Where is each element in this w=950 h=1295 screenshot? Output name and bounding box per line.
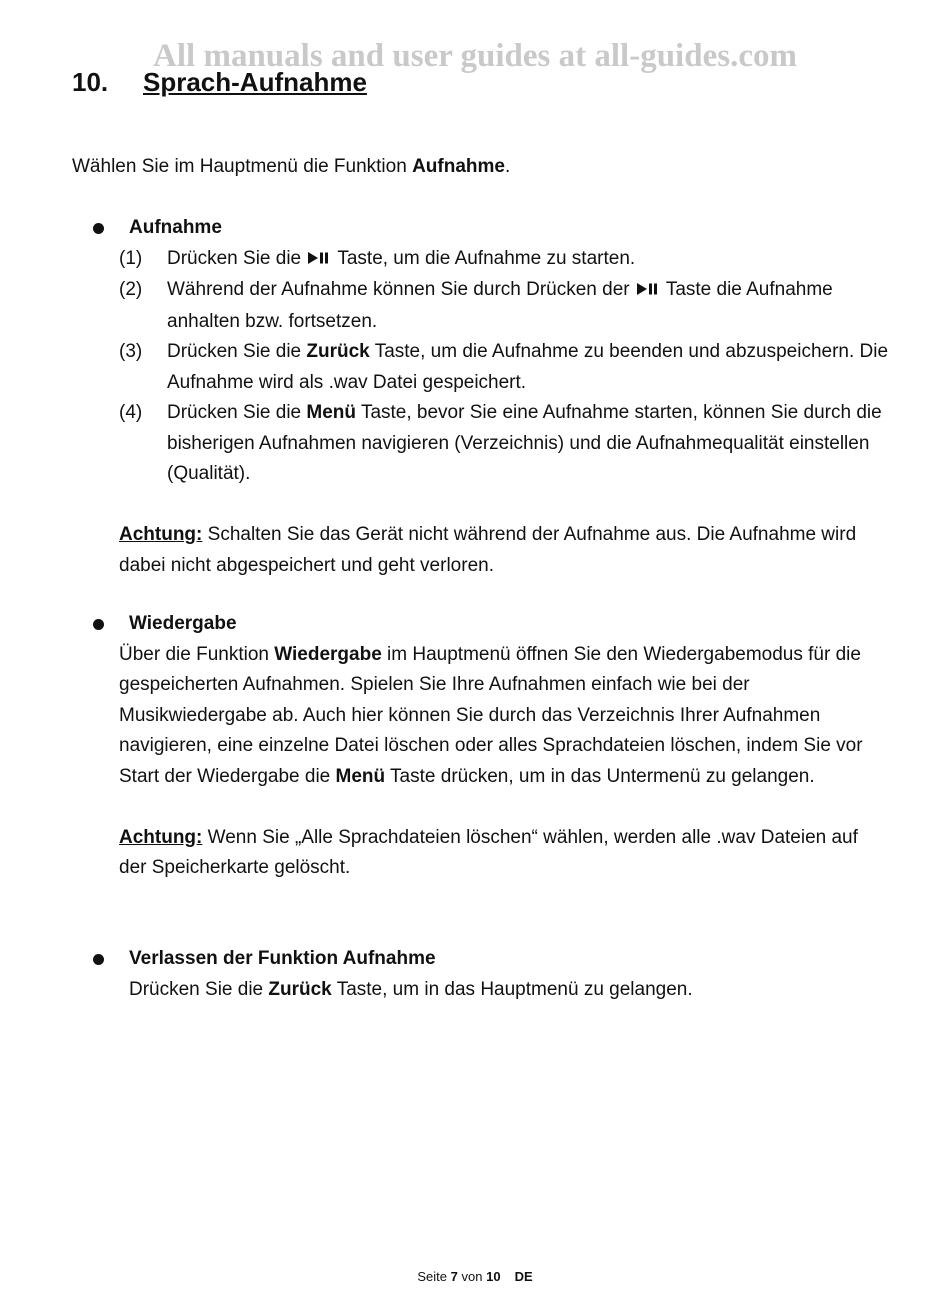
step-number: (2) bbox=[119, 279, 143, 300]
page-number: 7 bbox=[450, 1269, 458, 1284]
intro-period: . bbox=[504, 156, 511, 177]
language-code: DE bbox=[514, 1269, 533, 1284]
paragraph-text: im Hauptmenü öffnen Sie den Wiedergabemodus für die gespeicherten Aufnahmen. Spielen Sie Ihre Aufnahmen einfach wie bei der Musikwiedergabe ab. Auch hier können Sie durch das Verzeichnis Ihrer Aufnahmen navigieren, eine einzelne Datei löschen oder alles Sprachdateien löschen, indem Sie vor Start der Wiedergabe die bbox=[119, 643, 863, 787]
watermark: All manuals and user guides at all-guides.com bbox=[153, 38, 797, 74]
step-number: (1) bbox=[119, 247, 143, 269]
page-footer bbox=[0, 1268, 950, 1286]
page-total: 10 bbox=[486, 1269, 501, 1284]
step-text: Taste, um die Aufnahme zu starten. bbox=[332, 247, 636, 269]
paragraph-text: Über die Funktion bbox=[119, 643, 275, 665]
warning-text: Wenn Sie „Alle Sprachdateien löschen“ wählen, werden alle .wav Dateien auf der Speicherkarte gelöscht. bbox=[119, 826, 858, 878]
intro-paragraph bbox=[72, 152, 510, 183]
step-number: (3) bbox=[119, 341, 143, 362]
wiedergabe-title: Wiedergabe bbox=[129, 613, 237, 634]
paragraph-text: Drücken Sie die bbox=[129, 978, 269, 1000]
aufnahme-warning bbox=[90, 520, 890, 581]
footer-von: von bbox=[461, 1269, 483, 1284]
section-heading bbox=[72, 64, 367, 100]
key-name: Menü bbox=[335, 765, 386, 787]
step-text: Taste, um die Aufnahme zu beenden und abzuspeichern. Die Aufnahme wird als .wav Datei gespeichert. bbox=[167, 341, 889, 393]
step-item bbox=[90, 398, 890, 490]
paragraph-text: Taste, um in das Hauptmenü zu gelangen. bbox=[331, 978, 693, 1000]
intro-function-name: Aufnahme bbox=[412, 156, 505, 177]
section-number: 10. bbox=[72, 67, 109, 97]
wiedergabe-paragraph bbox=[90, 640, 890, 793]
step-text: Drücken Sie die bbox=[167, 341, 307, 362]
bullet-icon bbox=[93, 954, 104, 965]
bullet-icon bbox=[93, 223, 104, 234]
warning-label: Achtung: bbox=[119, 826, 203, 848]
step-text: Während der Aufnahme können Sie durch Drücken der bbox=[167, 279, 635, 300]
function-name: Wiedergabe bbox=[274, 643, 382, 665]
exit-bullet bbox=[90, 944, 890, 975]
step-number: (4) bbox=[119, 402, 143, 423]
exit-title: Verlassen der Funktion Aufnahme bbox=[129, 948, 436, 969]
step-text: Drücken Sie die bbox=[167, 247, 307, 269]
step-item bbox=[90, 275, 890, 337]
aufnahme-bullet bbox=[90, 213, 890, 244]
exit-paragraph bbox=[90, 975, 890, 1006]
key-name: Menü bbox=[306, 402, 357, 423]
play-pause-icon bbox=[637, 276, 659, 307]
section-title: Sprach-Aufnahme bbox=[143, 67, 367, 97]
step-text: Taste, bevor Sie eine Aufnahme starten, können Sie durch die bisherigen Aufnahmen navigieren (Verzeichnis) und die Aufnahmequalität einstellen (Qualität). bbox=[167, 402, 882, 484]
paragraph-text: Taste drücken, um in das Untermenü zu gelangen. bbox=[385, 765, 815, 787]
step-text: Taste die Aufnahme anhalten bzw. fortsetzen. bbox=[167, 279, 833, 332]
exit-section bbox=[90, 944, 890, 1005]
aufnahme-title: Aufnahme bbox=[129, 217, 222, 238]
wiedergabe-section bbox=[90, 609, 890, 884]
key-name: Zurück bbox=[268, 978, 332, 1000]
bullet-icon bbox=[93, 619, 104, 630]
wiedergabe-bullet bbox=[90, 609, 890, 640]
key-name: Zurück bbox=[306, 341, 370, 362]
step-item bbox=[90, 244, 890, 276]
step-text: Drücken Sie die bbox=[167, 402, 307, 423]
aufnahme-steps bbox=[90, 244, 890, 490]
footer-seite: Seite bbox=[417, 1269, 448, 1284]
step-item bbox=[90, 337, 890, 398]
wiedergabe-warning bbox=[90, 823, 890, 884]
aufnahme-section bbox=[90, 213, 890, 581]
play-pause-icon bbox=[308, 245, 330, 276]
warning-text: Schalten Sie das Gerät nicht während der Aufnahme aus. Die Aufnahme wird dabei nicht abgespeichert und geht verloren. bbox=[119, 524, 857, 576]
warning-label: Achtung: bbox=[119, 524, 203, 545]
intro-text: Wählen Sie im Hauptmenü die Funktion bbox=[72, 156, 413, 177]
